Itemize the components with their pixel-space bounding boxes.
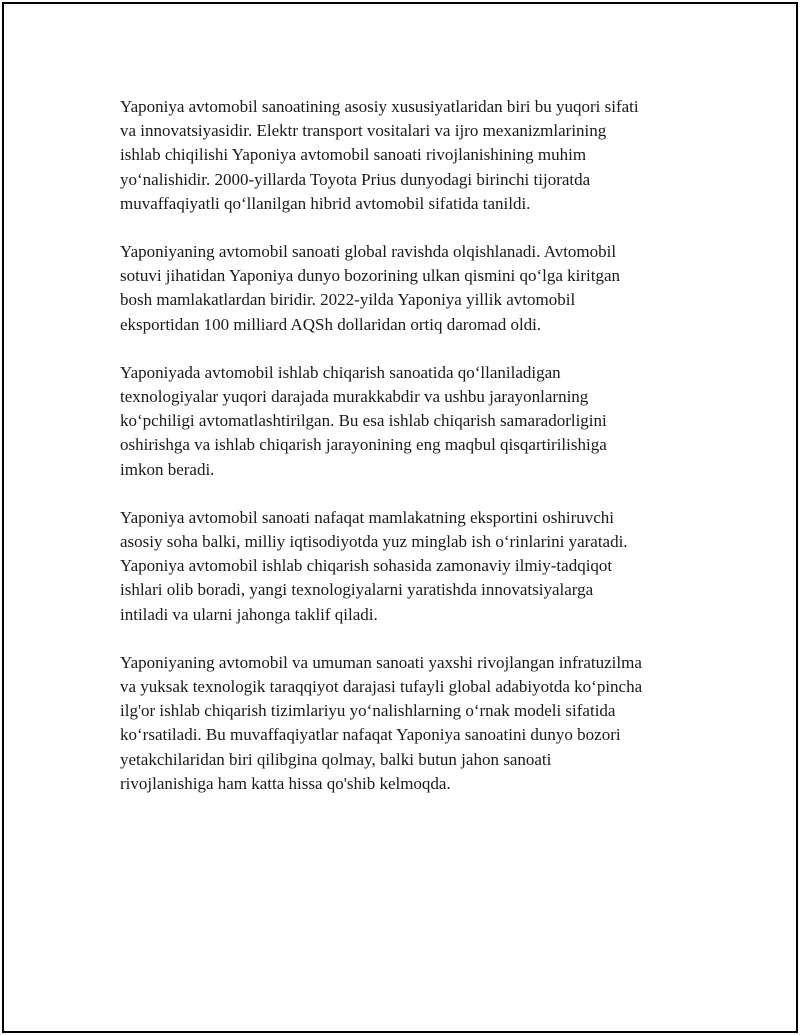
paragraph-3: Yaponiyada avtomobil ishlab chiqarish sanoatida qo‘llaniladigan texnologiyalar yuqori darajada murakkabdir va ushbu jarayonlarning ko‘pchiligi avtomatlashtirilgan. Bu esa ishlab chiqarish samaradorligini oshirishga va ishlab chiqarish jarayonining eng maqbul qisqartirilishiga imkon beradi. [120, 362, 607, 479]
paragraph-4: Yaponiya avtomobil sanoati nafaqat mamlakatning eksportini oshiruvchi asosiy soha balki, milliy iqtisodiyotda yuz minglab ish o‘rinlarini yaratadi. Yaponiya avtomobil ishlab chiqarish sohasida zamonaviy ilmiy-tadqiqot ishlari olib boradi, yangi texnologiyalarni yaratishda innovatsiyalarga intiladi va ularni jahonga taklif qiladi. [120, 507, 628, 624]
paragraph-1: Yaponiya avtomobil sanoatining asosiy xususiyatlaridan biri bu yuqori sifati va innovatsiyasidir. Elektr transport vositalari va ijro mexanizmlarining ishlab chiqilishi Yaponiya avtomobil sanoati rivojlanishining muhim yo‘nalishidir. 2000-yillarda Toyota Prius dunyodagi birinchi tijoratda muvaffaqiyatli qo‘llanilgan hibrid avtomobil sifatida tanildi. [120, 97, 639, 213]
document-body [120, 95, 700, 820]
paragraph-5: Yaponiyaning avtomobil va umuman sanoati yaxshi rivojlangan infratuzilma va yuksak texnologik taraqqiyot darajasi tufayli global adabiyotda ko‘pincha ilg'or ishlab chiqarish tizimlariyu yo‘nalishlarning o‘rnak modeli sifatida ko‘rsatiladi. Bu muvaffaqiyatlar nafaqat Yaponiya sanoatini dunyo bozori yetakchilaridan biri qilibgina qolmay, balki butun jahon sanoati rivojlanishiga ham katta hissa qo'shib kelmoqda. [120, 652, 643, 793]
document-page [2, 2, 798, 1033]
paragraph-2: Yaponiyaning avtomobil sanoati global ravishda olqishlanadi. Avtomobil sotuvi jihatidan Yaponiya dunyo bozorining ulkan qismini qo‘lga kiritgan bosh mamlakatlardan biridir. 2022-yilda Yaponiya yillik avtomobil eksportidan 100 milliard AQSh dollaridan ortiq daromad oldi. [120, 242, 621, 334]
